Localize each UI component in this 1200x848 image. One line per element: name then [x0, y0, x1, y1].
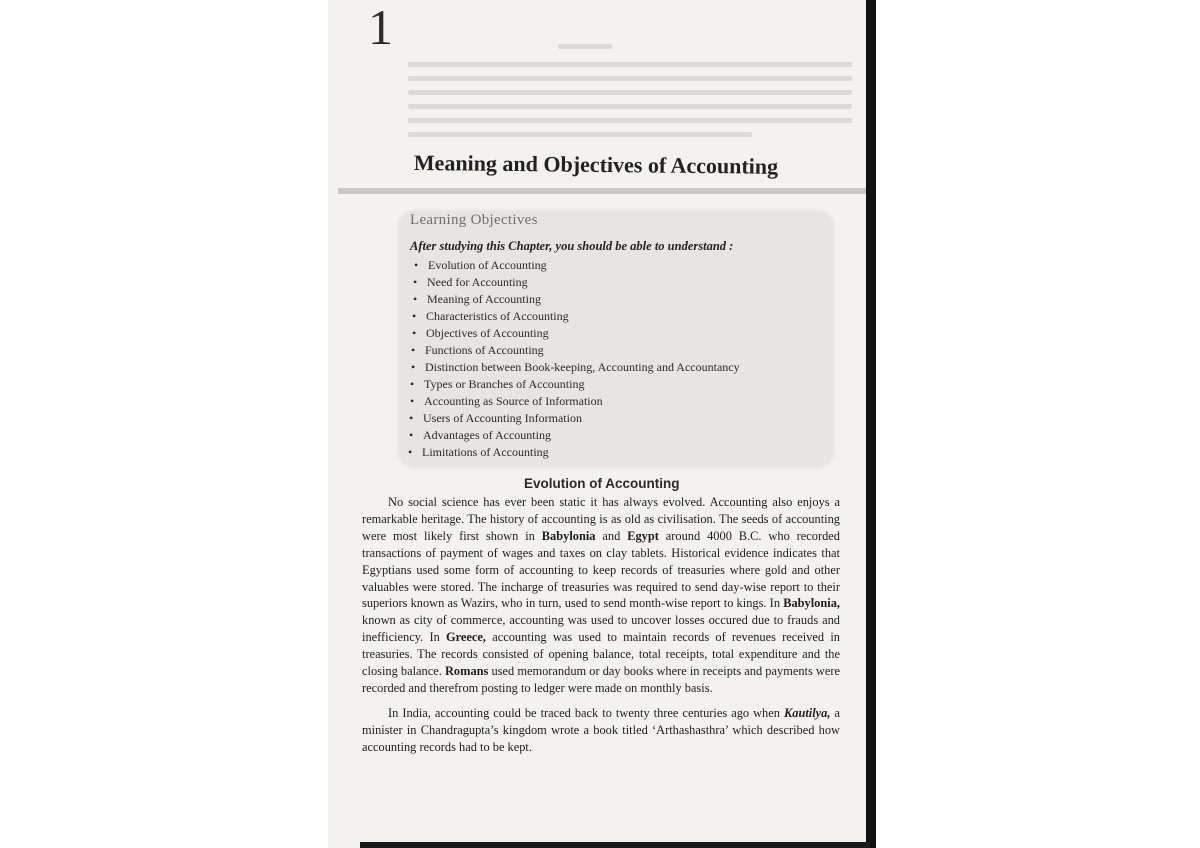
list-item: • Types or Branches of Accounting — [410, 377, 585, 391]
section-heading: Evolution of Accounting — [524, 476, 680, 491]
bullet-icon: • — [412, 326, 417, 340]
bleed-through-line — [408, 90, 852, 95]
list-item: • Advantages of Accounting — [409, 428, 551, 442]
chapter-number: 1 — [368, 0, 393, 55]
list-item: • Evolution of Accounting — [414, 258, 547, 272]
bullet-icon: • — [408, 445, 413, 459]
bullet-icon: • — [409, 411, 414, 425]
bleed-through-line — [408, 104, 852, 109]
paragraph: No social science has ever been static it has always evolved. Accounting also enjoys a remarkable heritage. The history of accounting is as old as civilisation. The seeds of accounting were most likely first shown in Babylonia and Egypt around 4000 B.C. who recorded transactions of payment of wages and taxes on clay tablets. Historical evidence indicates that Egyptians used some form of accounting to keep records of treasuries where gold and other valuables were stored. The incharge of treasuries was required to send day-wise report to their superiors known as Wazirs, who in turn, used to send month-wise report to kings. In Babylonia, known as city of commerce, accounting was used to uncover losses occured due to frauds and inefficiency. In Greece, accounting was used to maintain records of revenues received in treasuries. The records consisted of opening balance, total receipts, total expenditure and the closing balance. Romans used memorandum or day books where in receipts and payments were recorded and therefrom posting to ledger were made on monthly basis. — [362, 495, 840, 695]
bullet-icon: • — [412, 309, 417, 323]
list-item: • Users of Accounting Information — [409, 411, 582, 425]
list-item: • Accounting as Source of Information — [410, 394, 603, 408]
learning-objectives-intro: After studying this Chapter, you should be able to understand : — [410, 239, 734, 253]
bullet-icon: • — [411, 360, 416, 374]
bullet-icon: • — [409, 428, 414, 442]
paragraph: In India, accounting could be traced back to twenty three centuries ago when Kautilya, a minister in Chandragupta’s kingdom wrote a book titled ‘Arthashasthra’ which described how accounting records had to be kept. — [362, 705, 840, 754]
book-page — [328, 0, 872, 848]
bullet-icon: • — [413, 275, 418, 289]
bullet-icon: • — [410, 377, 415, 391]
title-divider — [338, 188, 868, 194]
bleed-through-line — [408, 118, 852, 123]
bleed-through-line — [558, 44, 612, 49]
bullet-icon: • — [410, 394, 415, 408]
bullet-icon: • — [411, 343, 416, 357]
list-item: • Functions of Accounting — [411, 343, 544, 357]
scan-edge-bottom — [360, 842, 870, 848]
learning-objectives-list — [408, 257, 740, 461]
list-item: • Need for Accounting — [413, 275, 528, 289]
list-item: • Meaning of Accounting — [413, 292, 541, 306]
list-item: • Distinction between Book-keeping, Accounting and Accountancy — [411, 360, 740, 374]
bullet-icon: • — [414, 258, 419, 272]
bleed-through-line — [408, 62, 852, 67]
bullet-icon: • — [413, 292, 418, 306]
scan-edge-right — [866, 0, 876, 848]
list-item: • Characteristics of Accounting — [412, 309, 569, 323]
section-body — [362, 494, 840, 764]
bleed-through-line — [408, 76, 852, 81]
list-item: • Limitations of Accounting — [408, 445, 549, 459]
chapter-title: Meaning and Objectives of Accounting — [413, 150, 779, 179]
list-item: • Objectives of Accounting — [412, 326, 549, 340]
learning-objectives-heading: Learning Objectives — [410, 212, 538, 228]
bleed-through-line — [408, 132, 752, 137]
